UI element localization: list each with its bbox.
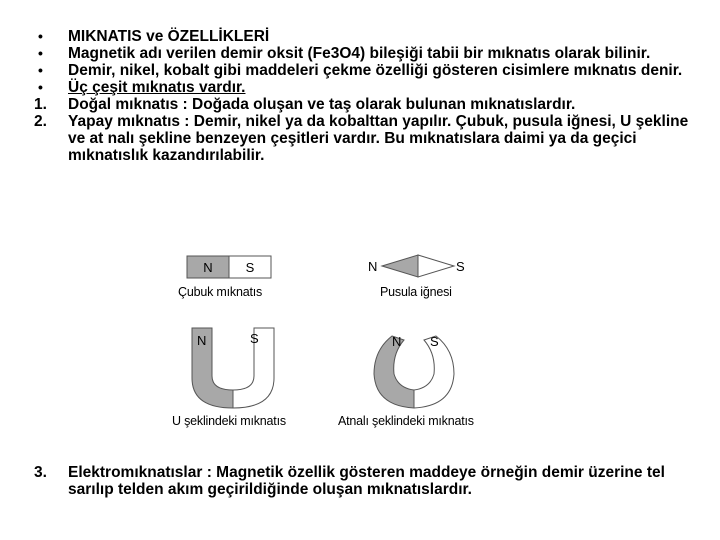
bullet-item-definition [34, 62, 694, 79]
item-text: Doğal mıknatıs : Doğada oluşan ve taş olarak bulunan mıknatıslardır. [68, 96, 576, 113]
compass-north-half [382, 255, 418, 277]
item-text: Yapay mıknatıs : Demir, nikel ya da kobalttan yapılır. Çubuk, pusula iğnesi, U şekline ve at nalı şekline benzeyen çeşitleri vardır. Bu mıknatıslara daimi ya da geçici mıknatıslık kazandırılabilir. [68, 113, 689, 164]
item-text: Magnetik adı verilen demir oksit (Fe3O4) bileşiği tabii bir mıknatıs olarak bilinir. [68, 45, 651, 62]
u-magnet-caption: U şeklindeki mıknatıs [172, 414, 286, 428]
item-text: Demir, nikel, kobalt gibi maddeleri çekme özelliği gösteren cisimlere mıknatıs denir. [68, 62, 683, 79]
compass-needle-figure [366, 253, 470, 279]
bar-magnet-n-label: N [203, 260, 213, 275]
compass-south-half [418, 255, 454, 277]
bullet-marker: • [38, 79, 43, 95]
bar-magnet-s-label: S [245, 260, 255, 275]
horseshoe-n-label: N [392, 334, 402, 349]
bullet-marker: • [38, 62, 43, 78]
text-list [34, 28, 694, 164]
bar-magnet-figure [186, 255, 272, 279]
number-marker: 1. [34, 96, 47, 113]
bullet-item-title [34, 28, 694, 45]
compass-n-label: N [368, 259, 378, 274]
horseshoe-magnet-figure [372, 326, 456, 410]
bullet-item-magnetite [34, 45, 694, 62]
compass-caption: Pusula iğnesi [380, 285, 452, 299]
u-magnet-figure [190, 326, 276, 410]
item-text: Elektromıknatıslar : Magnetik özellik gösteren maddeye örneğin demir üzerine tel sarılıp telden akım geçirildiğinde oluşan mıknatıslardır. [68, 464, 665, 498]
number-marker: 2. [34, 113, 47, 130]
bar-magnet-caption: Çubuk mıknatıs [178, 285, 263, 299]
bullet-item-types [34, 79, 694, 96]
bullet-marker: • [38, 28, 43, 44]
numbered-item-electromagnet [34, 464, 694, 498]
bullet-marker: • [38, 45, 43, 61]
u-magnet-s-label: S [250, 331, 259, 346]
bottom-list [34, 464, 694, 498]
compass-s-label: S [456, 259, 465, 274]
horseshoe-caption: Atnalı şeklindeki mıknatıs [338, 414, 474, 428]
u-magnet-n-label: N [197, 333, 207, 348]
item-text: MIKNATIS ve ÖZELLİKLERİ [68, 28, 270, 45]
horseshoe-s-label: S [430, 334, 439, 349]
numbered-item-artificial [34, 113, 694, 164]
numbered-item-natural [34, 96, 694, 113]
number-marker: 3. [34, 464, 47, 481]
item-text: Üç çeşit mıknatıs vardır. [68, 79, 246, 96]
